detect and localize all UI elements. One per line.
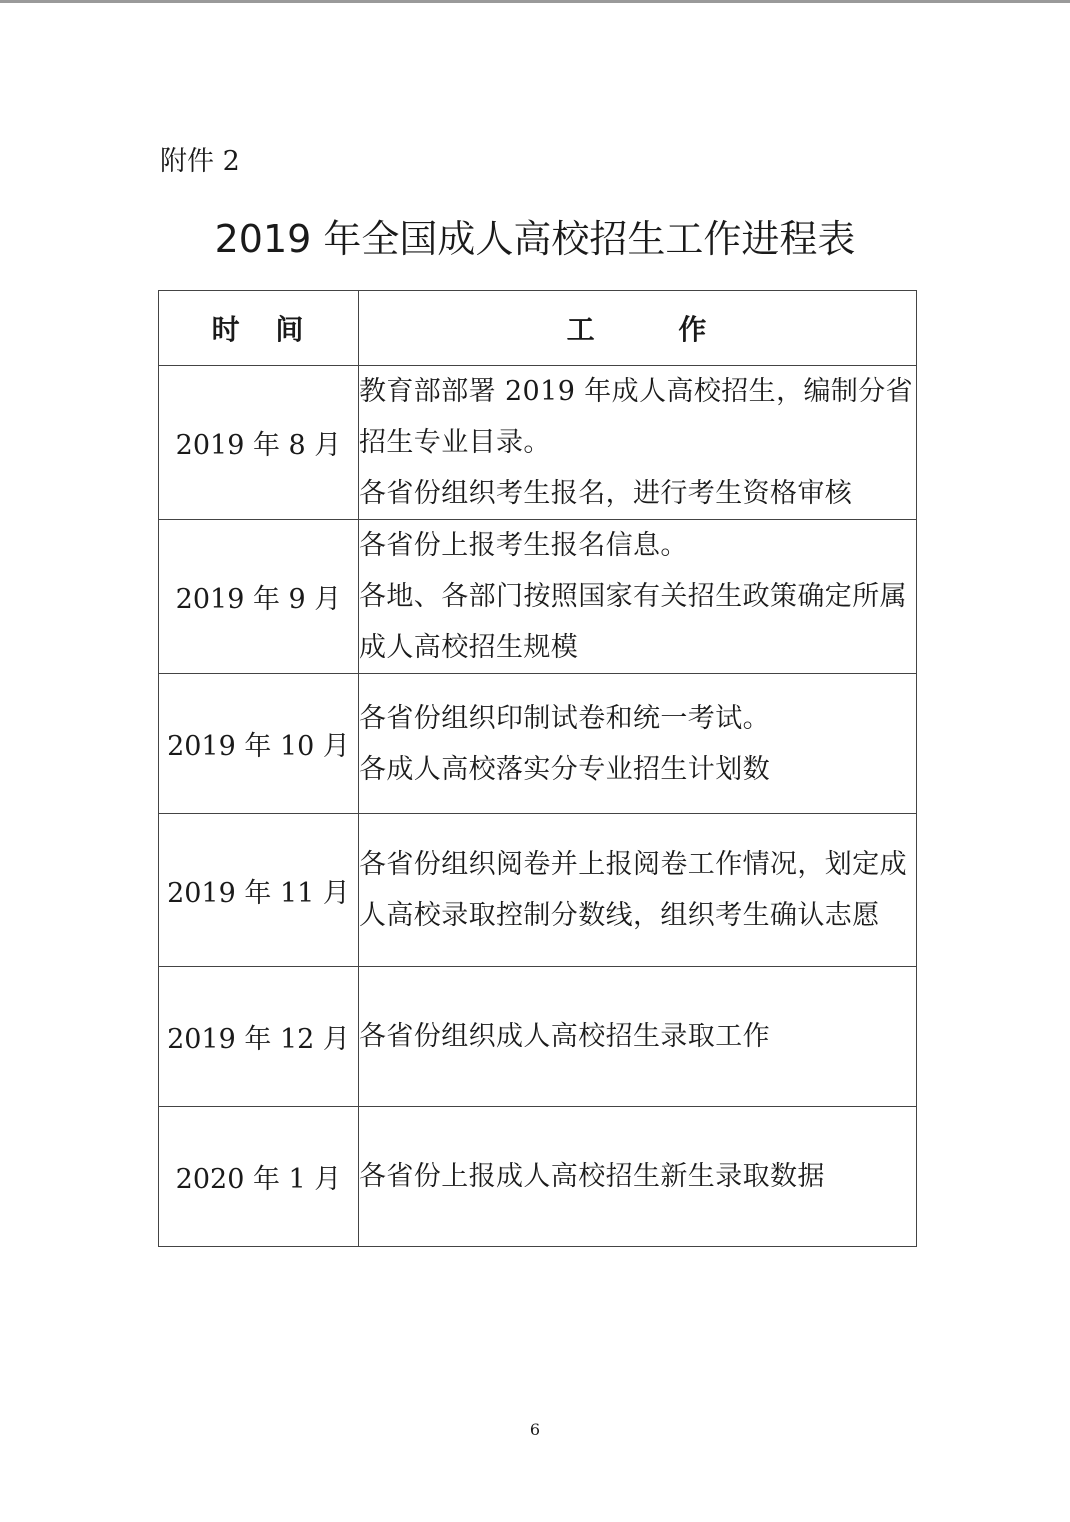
table-row bbox=[159, 967, 917, 1107]
row-time: 2019 年 11 月 bbox=[159, 814, 359, 967]
schedule-table bbox=[158, 290, 917, 1247]
table-row bbox=[159, 814, 917, 967]
table-header-row bbox=[159, 291, 917, 366]
table-row bbox=[159, 366, 917, 520]
row-time: 2019 年 9 月 bbox=[159, 520, 359, 674]
row-work bbox=[359, 366, 917, 520]
table-row bbox=[159, 520, 917, 674]
work-item: 教育部部署 2019 年成人高校招生，编制分省招生专业目录。 bbox=[359, 376, 914, 458]
attachment-label: 附件 2 bbox=[160, 146, 240, 177]
work-item: 各省份组织印制试卷和统一考试。 bbox=[359, 702, 770, 734]
work-item: 各省份组织考生报名，进行考生资格审核 bbox=[359, 478, 853, 509]
table-row bbox=[159, 674, 917, 814]
row-work bbox=[359, 814, 917, 967]
row-work bbox=[359, 967, 917, 1107]
work-item: 各省份上报成人高校招生新生录取数据 bbox=[359, 1161, 825, 1192]
table-row bbox=[159, 1107, 917, 1247]
header-work: 工 作 bbox=[359, 291, 917, 366]
row-work bbox=[359, 520, 917, 674]
row-time: 2020 年 1 月 bbox=[159, 1107, 359, 1247]
row-work bbox=[359, 1107, 917, 1247]
work-item: 各省份上报考生报名信息。 bbox=[359, 530, 688, 561]
work-item: 各成人高校落实分专业招生计划数 bbox=[359, 753, 770, 785]
row-time: 2019 年 10 月 bbox=[159, 674, 359, 814]
row-time: 2019 年 12 月 bbox=[159, 967, 359, 1107]
row-time: 2019 年 8 月 bbox=[159, 366, 359, 520]
work-item: 各地、各部门按照国家有关招生政策确定所属成人高校招生规模 bbox=[359, 581, 907, 663]
page-top-edge bbox=[0, 0, 1070, 3]
header-time: 时 间 bbox=[159, 291, 359, 366]
document-title: 2019 年全国成人高校招生工作进程表 bbox=[214, 217, 856, 261]
work-item: 各省份组织阅卷并上报阅卷工作情况，划定成人高校录取控制分数线，组织考生确认志愿 bbox=[359, 849, 907, 931]
page-number: 6 bbox=[529, 1420, 541, 1439]
work-item: 各省份组织成人高校招生录取工作 bbox=[359, 1021, 770, 1052]
row-work bbox=[359, 674, 917, 814]
